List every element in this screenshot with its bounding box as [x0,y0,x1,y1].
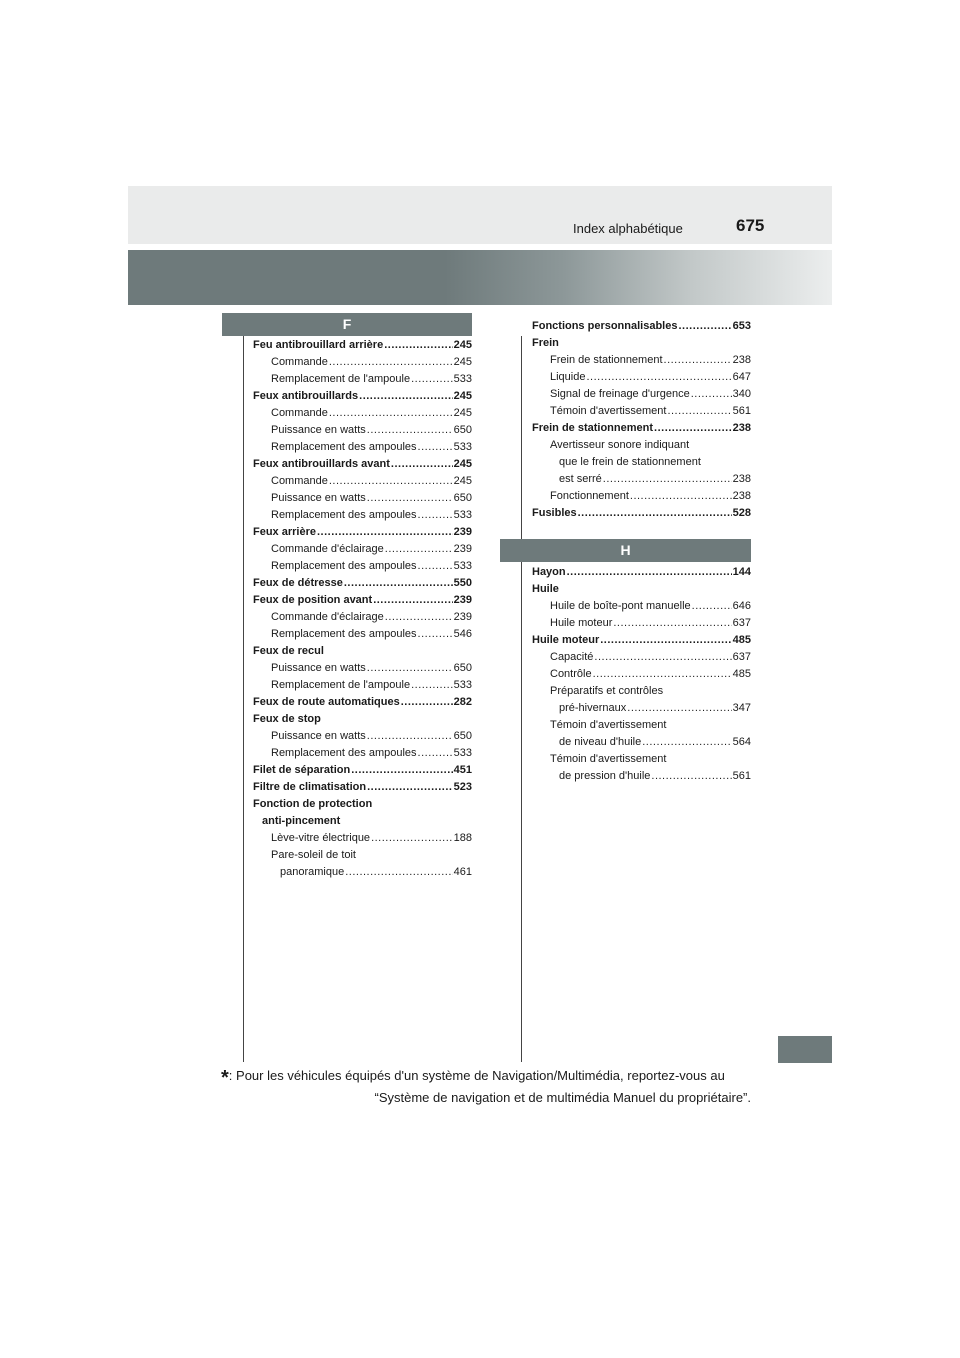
index-entry-heading-cont: anti-pincement [262,815,341,827]
index-subentry[interactable]: Remplacement des ampoules ..... 533 [253,558,472,575]
index-subentry-heading: Préparatifs et contrôles [550,685,664,697]
index-entry[interactable]: Feux de route automatiques ..... 282 [253,694,472,711]
header-gradient-band [128,250,832,305]
index-entry-heading: Feux de recul [253,645,324,657]
index-subentry[interactable]: Capacité ..... 637 [532,649,751,666]
footnote [221,1066,751,1107]
index-subentry[interactable]: Contrôle ..... 485 [532,666,751,683]
index-entry[interactable]: Feux de détresse ..... 550 [253,575,472,592]
index-subentry[interactable]: Commande d'éclairage ..... 239 [253,609,472,626]
index-subentry[interactable]: Commande ..... 245 [253,405,472,422]
index-subentry[interactable]: panoramique ..... 461 [253,864,472,881]
index-subentry[interactable]: Lève-vitre électrique ..... 188 [253,830,472,847]
index-subentry[interactable]: Puissance en watts ..... 650 [253,728,472,745]
index-entry[interactable]: Feux antibrouillards avant ..... 245 [253,456,472,473]
index-entry[interactable]: Fonctions personnalisables ..... 653 [532,318,751,335]
chapter-thumb-tab [778,1036,832,1063]
index-entry[interactable]: Feux antibrouillards ..... 245 [253,388,472,405]
index-subentry[interactable]: Puissance en watts ..... 650 [253,660,472,677]
section-title: Index alphabétique [573,221,683,236]
index-subentry[interactable]: Remplacement des ampoules ..... 533 [253,745,472,762]
index-entry[interactable]: Feu antibrouillard arrière ..... 245 [253,337,472,354]
index-subentry[interactable]: de niveau d'huile ..... 564 [532,734,751,751]
index-subentry-heading: Témoin d'avertissement [550,753,667,765]
index-subentry[interactable]: pré-hivernaux ..... 347 [532,700,751,717]
section-header-f: F [222,313,472,336]
index-subentry[interactable]: Remplacement des ampoules ..... 533 [253,439,472,456]
index-subentry[interactable]: Huile de boîte-pont manuelle ..... 646 [532,598,751,615]
index-subentry[interactable]: Commande ..... 245 [253,354,472,371]
index-subentry[interactable]: Frein de stationnement ..... 238 [532,352,751,369]
index-subentry[interactable]: Huile moteur ..... 637 [532,615,751,632]
index-subentry[interactable]: Puissance en watts ..... 650 [253,422,472,439]
footnote-star: * [221,1067,229,1089]
index-entry[interactable]: Feux de position avant ..... 239 [253,592,472,609]
index-entry[interactable]: Feux arrière ..... 239 [253,524,472,541]
index-entry[interactable]: Filtre de climatisation ..... 523 [253,779,472,796]
index-entry-heading: Frein [532,337,559,349]
column-divider-middle [521,336,522,1062]
index-subentry[interactable]: est serré ..... 238 [532,471,751,488]
index-subentry[interactable]: Témoin d'avertissement ..... 561 [532,403,751,420]
footnote-line-2: “Système de navigation et de multimédia Manuel du propriétaire”. [374,1090,751,1105]
index-column-right-f [532,318,751,522]
index-subentry[interactable]: Commande ..... 245 [253,473,472,490]
index-entry-heading: Feux de stop [253,713,321,725]
index-subentry[interactable]: Commande d'éclairage ..... 239 [253,541,472,558]
page-number: 675 [736,216,765,235]
index-column-right-h [532,564,751,785]
index-subentry[interactable]: Remplacement des ampoules ..... 546 [253,626,472,643]
index-subentry[interactable]: Remplacement des ampoules ..... 533 [253,507,472,524]
index-subentry[interactable]: de pression d'huile ..... 561 [532,768,751,785]
index-column-left [253,337,472,881]
header-bar [128,186,832,244]
index-subentry-heading-cont: que le frein de stationnement [559,456,701,468]
index-subentry[interactable]: Puissance en watts ..... 650 [253,490,472,507]
index-subentry-heading: Avertisseur sonore indiquant [550,439,690,451]
index-subentry[interactable]: Remplacement de l'ampoule ..... 533 [253,371,472,388]
index-subentry[interactable]: Liquide ..... 647 [532,369,751,386]
index-subentry[interactable]: Remplacement de l'ampoule ..... 533 [253,677,472,694]
index-entry[interactable]: Frein de stationnement ..... 238 [532,420,751,437]
index-entry[interactable]: Filet de séparation ..... 451 [253,762,472,779]
footnote-line-1: : Pour les véhicules équipés d'un système de Navigation/Multimédia, reportez-vous au [228,1068,725,1083]
index-subentry[interactable]: Fonctionnement ..... 238 [532,488,751,505]
index-entry[interactable]: Fusibles ..... 528 [532,505,751,522]
index-entry[interactable]: Huile moteur ..... 485 [532,632,751,649]
index-subentry-heading: Pare-soleil de toit [271,849,356,861]
index-entry-heading: Huile [532,583,559,595]
column-divider-left [243,336,244,1062]
index-subentry-heading: Témoin d'avertissement [550,719,667,731]
index-entry-heading: Fonction de protection [253,798,373,810]
index-entry[interactable]: Hayon ..... 144 [532,564,751,581]
section-header-h: H [500,539,751,562]
index-subentry[interactable]: Signal de freinage d'urgence ..... 340 [532,386,751,403]
